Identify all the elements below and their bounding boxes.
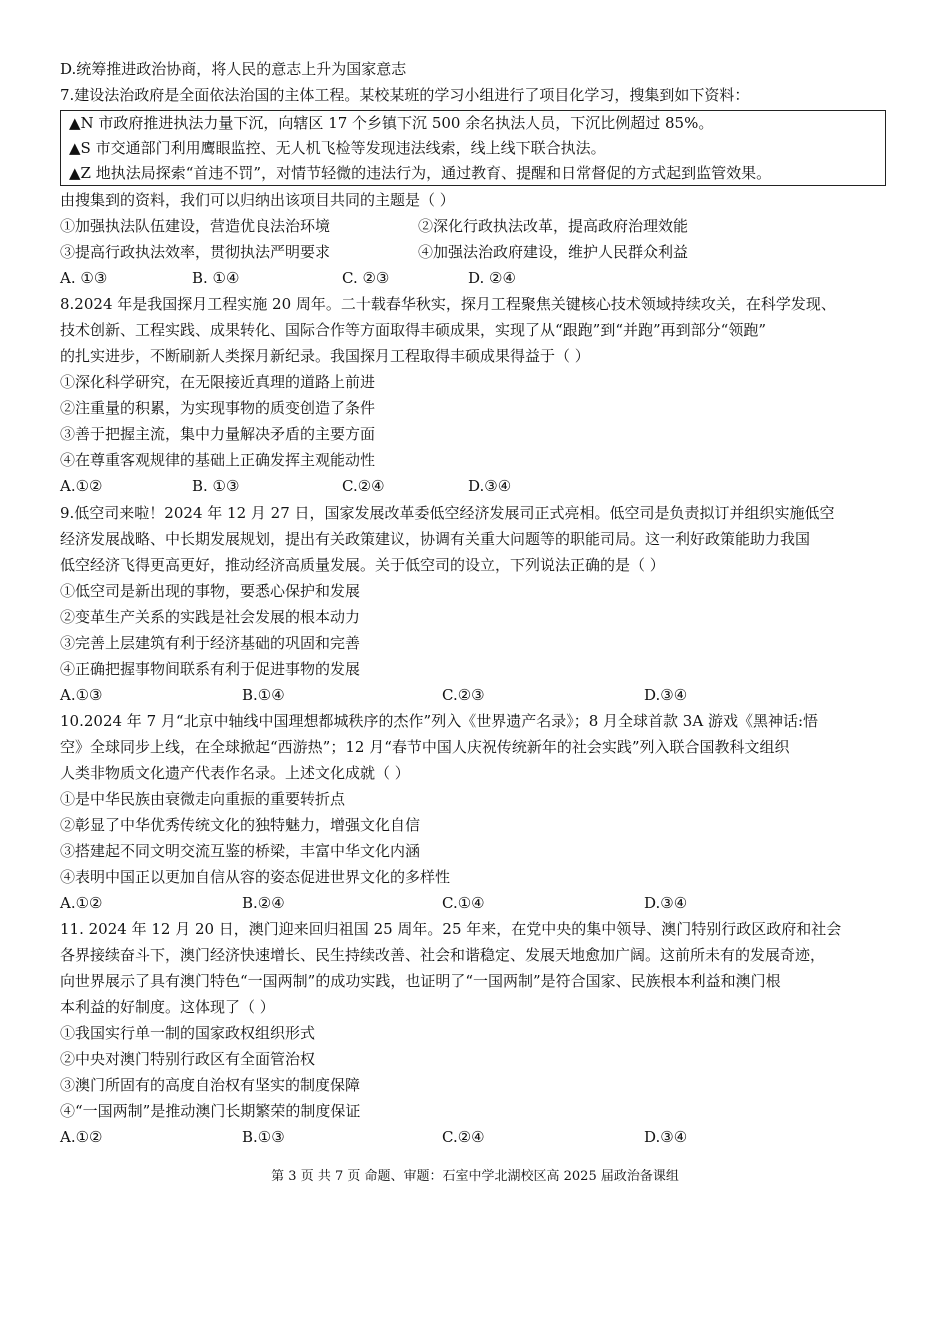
q7-material-2: ▲S 市交通部门利用鹰眼监控、无人机飞检等发现违法线索，线上线下联合执法。 bbox=[69, 139, 606, 157]
q11-item-3: ③澳门所固有的高度自治权有坚实的制度保障 bbox=[60, 1076, 361, 1094]
q11-option-d: D.③④ bbox=[644, 1128, 688, 1146]
q8-item-4: ④在尊重客观规律的基础上正确发挥主观能动性 bbox=[60, 451, 376, 469]
q9-option-a: A.①③ bbox=[60, 686, 103, 704]
q9-item-1: ①低空司是新出现的事物，要悉心保护和发展 bbox=[60, 582, 361, 600]
q11-stem-1: 11. 2024 年 12 月 20 日，澳门迎来回归祖国 25 周年。25 年来，在党中央的集中领导、澳门特别行政区政府和社会 bbox=[60, 920, 842, 938]
q8-option-c: C.②④ bbox=[342, 477, 385, 495]
q11-item-4: ④“一国两制”是推动澳门长期繁荣的制度保证 bbox=[60, 1102, 361, 1120]
q8-stem-3: 的扎实进步，不断刷新人类探月新纪录。我国探月工程取得丰硕成果得益于（ ） bbox=[60, 347, 590, 365]
q11-item-1: ①我国实行单一制的国家政权组织形式 bbox=[60, 1024, 316, 1042]
q7-material-3: ▲Z 地执法局探索“首违不罚”，对情节轻微的违法行为，通过教育、提醒和日常督促的方式起到监管效果。 bbox=[69, 164, 772, 182]
q8-stem-2: 技术创新、工程实践、成果转化、国际合作等方面取得丰硕成果，实现了从“跟跑”到“并跑”再到部分“领跑” bbox=[60, 321, 767, 339]
q8-option-d: D.③④ bbox=[468, 477, 512, 495]
q9-item-4: ④正确把握事物间联系有利于促进事物的发展 bbox=[60, 660, 361, 678]
q10-stem-2: 空》全球同步上线，在全球掀起“西游热”；12 月“春节中国人庆祝传统新年的社会实践”列入联合国教科文组织 bbox=[60, 738, 790, 756]
q8-option-a: A.①② bbox=[60, 477, 103, 495]
q9-item-2: ②变革生产关系的实践是社会发展的根本动力 bbox=[60, 608, 361, 626]
q11-option-b: B.①③ bbox=[242, 1128, 285, 1146]
q8-stem-1: 8.2024 年是我国探月工程实施 20 周年。二十载春华秋实，探月工程聚焦关键核心技术领域持续攻关，在科学发现、 bbox=[60, 295, 836, 313]
q10-option-a: A.①② bbox=[60, 894, 103, 912]
q8-option-b: B. ①③ bbox=[192, 477, 240, 495]
q10-option-b: B.②④ bbox=[242, 894, 285, 912]
q11-stem-2: 各界接续奋斗下，澳门经济快速增长、民生持续改善、社会和谐稳定、发展天地愈加广阔。这前所未有的发展奇迹， bbox=[60, 946, 826, 964]
q7-option-b: B. ①④ bbox=[192, 269, 240, 287]
q10-item-4: ④表明中国正以更加自信从容的姿态促进世界文化的多样性 bbox=[60, 868, 451, 886]
q8-item-2: ②注重量的积累，为实现事物的质变创造了条件 bbox=[60, 399, 376, 417]
q10-item-3: ③搭建起不同文明交流互鉴的桥梁，丰富中华文化内涵 bbox=[60, 842, 421, 860]
q11-item-2: ②中央对澳门特别行政区有全面管治权 bbox=[60, 1050, 316, 1068]
q10-item-1: ①是中华民族由衰微走向重振的重要转折点 bbox=[60, 790, 346, 808]
q11-option-c: C.②④ bbox=[442, 1128, 485, 1146]
q6-option-d: D.统筹推进政治协商，将人民的意志上升为国家意志 bbox=[60, 60, 407, 78]
q11-option-a: A.①② bbox=[60, 1128, 103, 1146]
q9-stem-1: 9.低空司来啦！2024 年 12 月 27 日，国家发展改革委低空经济发展司正式亮相。低空司是负责拟订并组织实施低空 bbox=[60, 504, 835, 522]
q7-option-c: C. ②③ bbox=[342, 269, 390, 287]
q9-option-c: C.②③ bbox=[442, 686, 485, 704]
q10-option-d: D.③④ bbox=[644, 894, 688, 912]
q7-item-3: ③提高行政执法效率，贯彻执法严明要求 bbox=[60, 243, 331, 261]
q7-material-1: ▲N 市政府推进执法力量下沉，向辖区 17 个乡镇下沉 500 余名执法人员，下沉比例超过 85%。 bbox=[69, 114, 714, 132]
q9-option-d: D.③④ bbox=[644, 686, 688, 704]
q9-stem-2: 经济发展战略、中长期发展规划，提出有关政策建议，协调有关重大问题等的职能司局。这一利好政策能助力我国 bbox=[60, 530, 811, 548]
q9-item-3: ③完善上层建筑有利于经济基础的巩固和完善 bbox=[60, 634, 361, 652]
q7-option-a: A. ①③ bbox=[60, 269, 108, 287]
q10-stem-1: 10.2024 年 7 月“北京中轴线中国理想都城秩序的杰作”列入《世界遗产名录》；8 月全球首款 3A 游戏《黑神话:悟 bbox=[60, 712, 818, 730]
q8-item-3: ③善于把握主流，集中力量解决矛盾的主要方面 bbox=[60, 425, 376, 443]
q8-item-1: ①深化科学研究，在无限接近真理的道路上前进 bbox=[60, 373, 376, 391]
q7-material-box bbox=[60, 110, 886, 186]
q9-stem-3: 低空经济飞得更高更好，推动经济高质量发展。关于低空司的设立，下列说法正确的是（ ） bbox=[60, 556, 665, 574]
q10-stem-3: 人类非物质文化遗产代表作名录。上述文化成就（ ） bbox=[60, 764, 410, 782]
q11-stem-4: 本利益的好制度。这体现了（ ） bbox=[60, 998, 275, 1016]
q11-stem-3: 向世界展示了具有澳门特色“一国两制”的成功实践，也证明了“一国两制”是符合国家、民族根本利益和澳门根 bbox=[60, 972, 781, 990]
q7-question: 由搜集到的资料，我们可以归纳出该项目共同的主题是（ ） bbox=[60, 191, 455, 209]
q7-item-1: ①加强执法队伍建设，营造优良法治环境 bbox=[60, 217, 331, 235]
page-footer: 第 3 页 共 7 页 命题、审题：石室中学北湖校区高 2025 届政治备课组 bbox=[271, 1169, 679, 1184]
q10-option-c: C.①④ bbox=[442, 894, 485, 912]
q7-stem: 7.建设法治政府是全面依法治国的主体工程。某校某班的学习小组进行了项目化学习，搜集到如下资料： bbox=[60, 86, 750, 104]
q7-item-4: ④加强法治政府建设，维护人民群众利益 bbox=[418, 243, 689, 261]
q7-option-d: D. ②④ bbox=[468, 269, 516, 287]
q7-item-2: ②深化行政执法改革，提高政府治理效能 bbox=[418, 217, 689, 235]
q9-option-b: B.①④ bbox=[242, 686, 285, 704]
q10-item-2: ②彰显了中华优秀传统文化的独特魅力，增强文化自信 bbox=[60, 816, 421, 834]
